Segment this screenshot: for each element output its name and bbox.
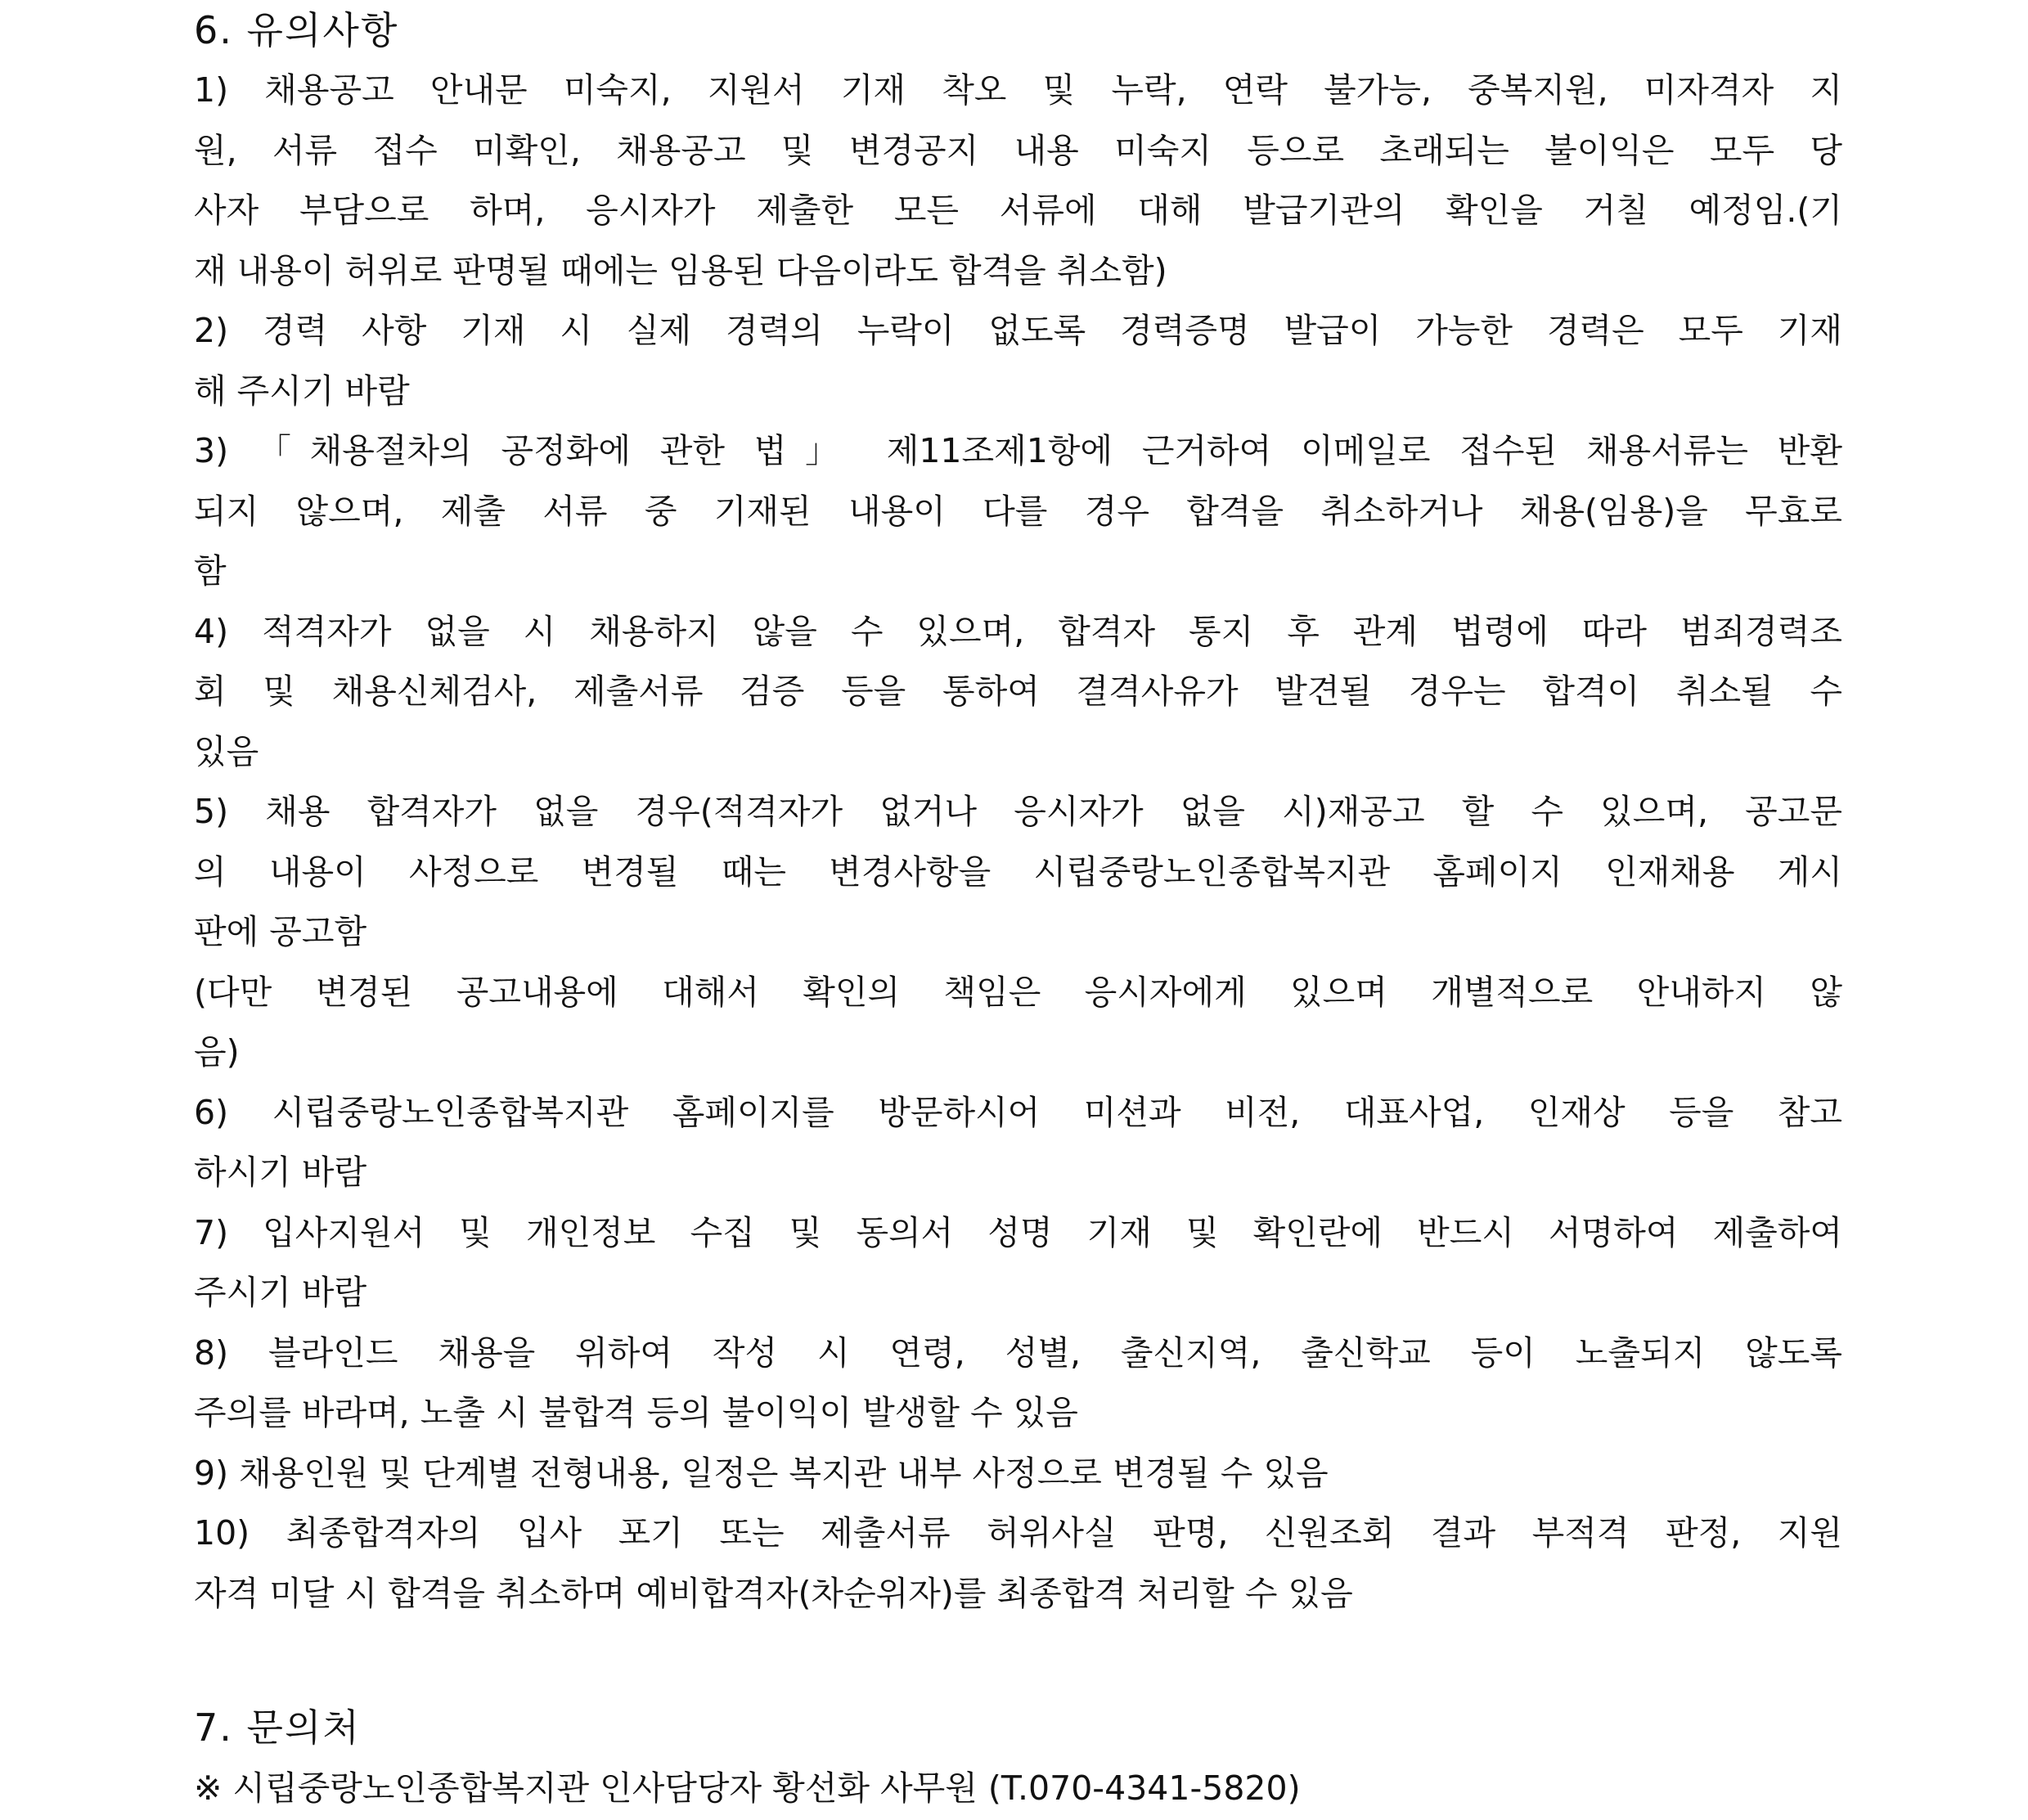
note-line: 하시기 바람 [194,1153,367,1192]
note-line: 함 [194,551,227,591]
note-line: 7) 입사지원서 및 개인정보 수집 및 동의서 성명 기재 및 확인란에 반드시 서명하여 제출하여 [194,1212,1842,1252]
note-line: 6) 시립중랑노인종합복지관 홈페이지를 방문하시어 미션과 비전, 대표사업, 인재상 등을 참고 [194,1092,1842,1132]
note-line: 주시기 바람 [194,1273,367,1312]
note-line: 사자 부담으로 하며, 응시자가 제출한 모든 서류에 대해 발급기관의 확인을 거칠 예정임.(기 [194,191,1842,230]
note-line: 의 내용이 사정으로 변경될 때는 변경사항을 시립중랑노인종합복지관 홈페이지 인재채용 게시 [194,852,1842,892]
note-line: 1) 채용공고 안내문 미숙지, 지원서 기재 착오 및 누락, 연락 불가능, 중복지원, 미자격자 지 [194,70,1842,110]
note-line: 자격 미달 시 합격을 취소하며 예비합격자(차순위자)를 최종합격 처리할 수 있음 [194,1573,1353,1613]
document-page [194,0,1842,1818]
note-line: 4) 적격자가 없을 시 채용하지 않을 수 있으며, 합격자 통지 후 관계 법령에 따라 범죄경력조 [194,611,1842,651]
note-line: 재 내용이 허위로 판명될 때에는 임용된 다음이라도 합격을 취소함) [194,250,1167,290]
note-line: 9) 채용인원 및 단계별 전형내용, 일정은 복지관 내부 사정으로 변경될 수 있음 [194,1453,1329,1493]
note-line: 회 및 채용신체검사, 제출서류 검증 등을 통하여 결격사유가 발견될 경우는 합격이 취소될 수 [194,672,1842,711]
note-line: 2) 경력 사항 기재 시 실제 경력의 누락이 없도록 경력증명 발급이 가능한 경력은 모두 기재 [194,311,1842,350]
section-spacer [194,1624,1842,1697]
precautions-list [194,61,1842,1624]
note-line: 5) 채용 합격자가 없을 경우(적격자가 없거나 응시자가 없을 시)재공고 할 수 있으며, 공고문 [194,792,1842,831]
note-line: 되지 않으며, 제출 서류 중 기재된 내용이 다를 경우 합격을 취소하거나 채용(임용)을 무효로 [194,491,1842,531]
note-line: 주의를 바라며, 노출 시 불합격 등의 불이익이 발생할 수 있음 [194,1393,1078,1432]
note-line: 판에 공고함 [194,912,367,951]
note-line: 해 주시기 바람 [194,371,410,411]
note-line: 10) 최종합격자의 입사 포기 또는 제출서류 허위사실 판명, 신원조회 결과 부적격 판정, 지원 [194,1513,1842,1553]
section-heading-contact: 7. 문의처 [194,1705,361,1750]
note-line: 원, 서류 접수 미확인, 채용공고 및 변경공지 내용 미숙지 등으로 초래되는 불이익은 모두 당 [194,130,1842,170]
note-line: 8) 블라인드 채용을 위하여 작성 시 연령, 성별, 출신지역, 출신학교 등이 노출되지 않도록 [194,1332,1842,1373]
note-line: 3) 「채용절차의 공정화에 관한 법」 제11조제1항에 근거하여 이메일로 접수된 채용서류는 반환 [194,431,1842,470]
note-line: (다만 변경된 공고내용에 대해서 확인의 책임은 응시자에게 있으며 개별적으로 안내하지 않 [194,972,1842,1012]
note-line: 음) [194,1032,240,1072]
contact-info: ※ 시립중랑노인종합복지관 인사담당자 황선화 사무원 (T.070-4341-5820) [194,1768,1301,1808]
section-heading-precautions: 6. 유의사항 [194,8,399,52]
note-line: 있음 [194,731,259,771]
